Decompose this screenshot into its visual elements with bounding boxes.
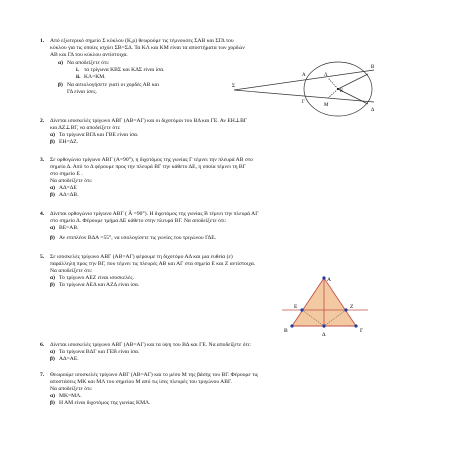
label-e: Ε <box>294 304 298 310</box>
part-label: i. <box>76 67 79 73</box>
figure-isosceles-triangle <box>270 276 380 338</box>
label-sigma: Σ <box>232 84 235 89</box>
part-label: β) <box>58 82 63 88</box>
label-m: Μ <box>324 103 329 108</box>
part-label: α) <box>50 393 55 399</box>
problem-text: Δίνεται ισοσκελές τρίγωνο ΑΒΓ (ΑΒ=ΑΓ) και τα ύψη του ΒΔ και ΓΕ. Να αποδείξετε ότι: <box>50 342 251 348</box>
part-text: ΚΛ=ΚΜ. <box>84 74 106 80</box>
problem-text: στο σημείο Ε . <box>50 171 83 177</box>
part-label: β) <box>50 235 55 241</box>
part-text: ΑΔ<ΔΒ. <box>59 192 79 198</box>
part-label: α) <box>50 132 55 138</box>
part-label: β) <box>50 192 55 198</box>
problem-number: 3. <box>40 157 45 163</box>
part-text: Τα τρίγωνα ΒΔΓ και ΓΕΒ είναι ίσα. <box>59 349 140 355</box>
problem-text: Να αποδείξετε ότι: <box>50 268 93 274</box>
problem-text: Σε ορθογώνιο τρίγωνο ΑΒΓ (Α=90°), η διχοτόμος της γωνίας Γ τέμνει την πλευρά ΑΒ στο <box>50 157 253 163</box>
part-text: ΑΔ=ΔΕ <box>59 185 77 191</box>
problem-text: Να αποδείξετε ότι: <box>50 386 93 392</box>
part-text: τα τρίγωνα ΚΒΣ και ΚΔΣ είναι ίσα. <box>84 67 165 73</box>
part-text: ΕΗ=ΔΖ. <box>59 139 79 145</box>
problem-text: Θεωρούμε ισοσκελές τρίγωνο ΑΒΓ (ΑΒ=ΑΓ) και το μέσο Μ της βάσης του ΒΓ. Φέρουμε τις <box>50 372 259 378</box>
problem-number: 7. <box>40 372 45 378</box>
part-text: Τα τρίγωνα ΒΓΔ και ΓΒΕ είναι ίσα. <box>59 132 139 138</box>
problem-text: ΑΒ και ΓΔ του κύκλου αντίστοιχα. <box>50 52 128 58</box>
label-b: Β <box>284 328 288 334</box>
problem-number: 2. <box>40 118 45 124</box>
part-text: Να αιτιολογήσετε γιατί οι χορδές ΑΒ και <box>67 82 159 88</box>
label-gamma: Γ <box>302 100 305 105</box>
label-gamma: Γ <box>360 328 364 334</box>
label-delta: Δ <box>322 332 326 338</box>
part-text: Να αποδείξετε ότι: <box>67 60 110 66</box>
label-a: Α <box>327 277 331 283</box>
part-label: β) <box>50 282 55 288</box>
part-text: ΑΔ=ΑΕ. <box>59 356 79 362</box>
problem-text: κύκλου για τις οποίες ισχύει ΣΒ=ΣΔ. Τα ΚΛ και ΚΜ είναι τα αποστήματα των χορδών <box>50 45 245 51</box>
problem-text: Δίνεται ισοσκελές τρίγωνο ΑΒΓ (ΑΒ=ΑΓ) και οι διχοτόμοι του ΒΔ και ΓΕ. Αν ΕΗ⊥ΒΓ <box>50 118 248 124</box>
label-delta: Δ <box>371 108 375 113</box>
part-text: ΒΕ=ΑΒ. <box>59 225 79 231</box>
part-text: Αν επιπλέον ΒΔΑ =55°, να υπολογίσετε τις γωνίες του τριγώνου ΓΔΕ. <box>59 235 217 241</box>
problem-text: σημείο Δ. Από το Δ φέρουμε προς την πλευρά ΒΓ την κάθετο ΔΕ, η οποία τέμνει τη ΒΓ <box>50 164 246 170</box>
problem-number: 6. <box>40 342 45 348</box>
problem-text: παράλληλη προς την ΒΓ, που τέμνει τις πλευρές ΑΒ και ΑΓ στα σημεία Ε και Ζ αντίστοιχα. <box>50 261 256 267</box>
part-text: Το τρίγωνο ΑΕΖ είναι ισοσκελές. <box>59 275 135 281</box>
problem-text: και ΔΖ⊥ΒΓ, να αποδείξετε ότι: <box>50 125 121 131</box>
problem-text: Δίνεται ορθογώνιο τρίγωνο ΑΒΓ ( Â =90°). Η διχοτόμος της γωνίας Β τέμνει την πλευρά ΑΓ <box>50 211 259 217</box>
part-label: α) <box>50 185 55 191</box>
problem-text: αποστάσεις ΜΚ και ΜΛ του σημείου Μ από τις ίσες πλευρές του τριγώνου ΑΒΓ. <box>50 379 232 385</box>
label-k: Κ <box>340 89 344 94</box>
label-z: Ζ <box>350 304 354 310</box>
label-b: Β <box>371 65 375 70</box>
part-label: α) <box>50 225 55 231</box>
part-text: Τα τρίγωνα ΑΕΔ και ΑΖΔ είναι ίσα. <box>59 282 140 288</box>
part-label: α) <box>58 60 63 66</box>
problem-number: 5. <box>40 254 45 260</box>
part-text: ΜΚ=ΜΛ. <box>59 393 82 399</box>
part-text: Η ΑΜ είναι διχοτόμος της γωνίας ΚΜΛ. <box>59 400 151 406</box>
figure-circle-secants <box>232 56 382 122</box>
part-label: ii. <box>76 74 81 80</box>
problem-number: 4. <box>40 211 45 217</box>
part-label: β) <box>50 356 55 362</box>
part-label: α) <box>50 349 55 355</box>
problem-text: Να αποδείξετε ότι: <box>50 178 93 184</box>
part-label: β) <box>50 400 55 406</box>
label-lambda: Λ <box>324 73 328 78</box>
problem-text: Σε ισοσκελές τρίγωνο ΑΒΓ (ΑΒ=ΑΓ) φέρουμε τη διχοτόμο ΑΔ και μια ευθεία (ε) <box>50 254 233 260</box>
part-label: β) <box>50 139 55 145</box>
label-a: Α <box>302 73 306 78</box>
problem-text: στο σημείο Δ. Φέρουμε τμήμα ΔΕ κάθετο στην πλευρά ΒΓ. Να αποδείξετε ότι: <box>50 218 227 224</box>
part-text: ΓΔ είναι ίσες. <box>67 89 97 95</box>
problem-text: Από εξωτερικό σημείο Σ κύκλου (Κ,ρ) θεωρούμε τις τέμνουσες ΣΑΒ και ΣΓΔ του <box>50 38 234 44</box>
problem-number: 1. <box>40 38 45 44</box>
part-label: α) <box>50 275 55 281</box>
